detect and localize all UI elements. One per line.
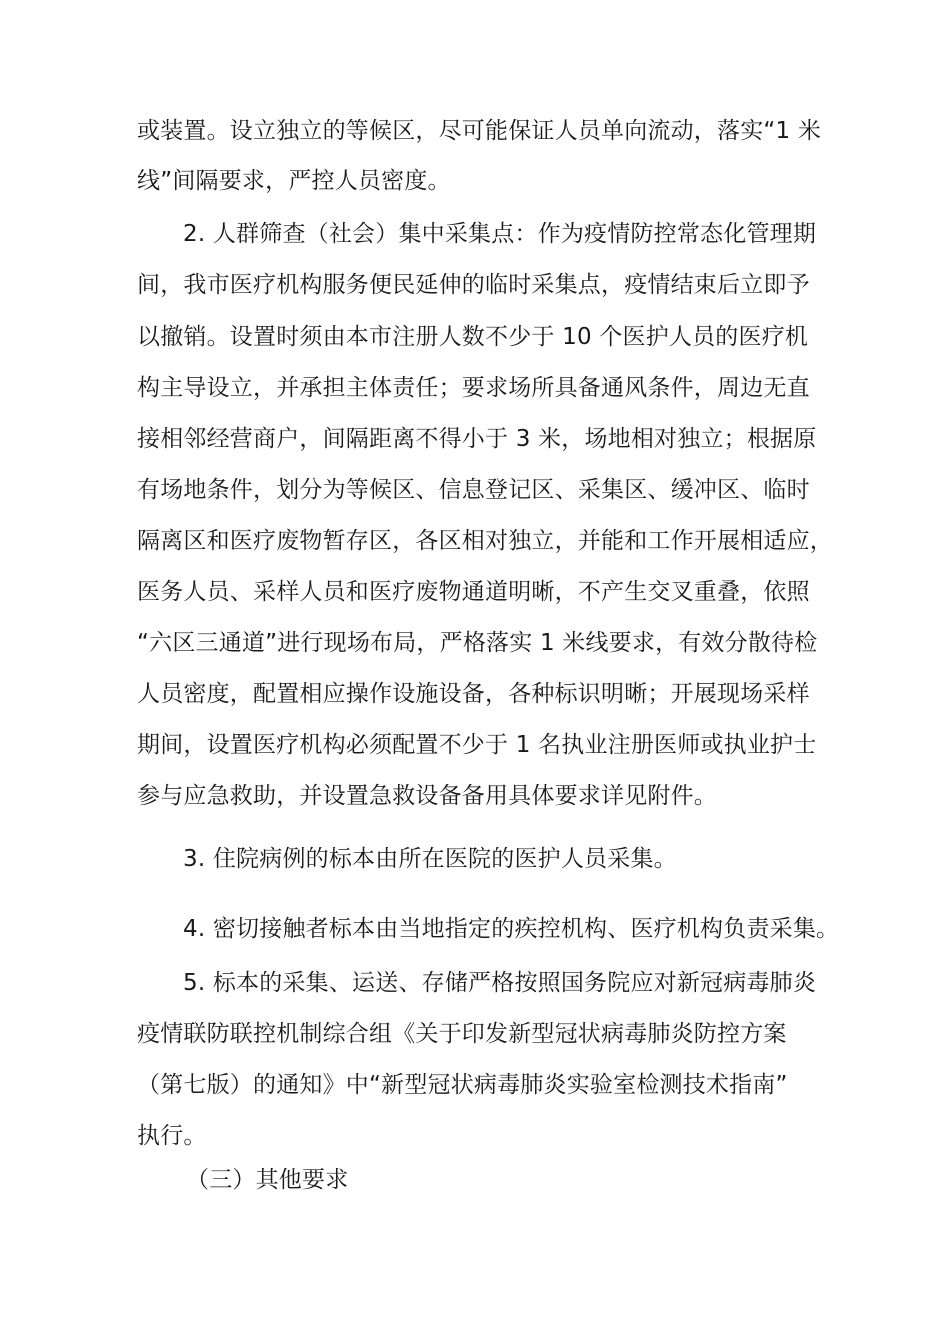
item-2-line-3: 以撤销。设置时须由本市注册人数不少于 10 个医护人员的医疗机 <box>137 324 809 350</box>
section-heading-other-requirements: （三）其他要求 <box>186 1167 349 1193</box>
item-2-line-10: 人员密度，配置相应操作设施设备，各种标识明晰；开展现场采样 <box>137 681 810 707</box>
item-2-line-2: 间，我市医疗机构服务便民延伸的临时采集点，疫情结束后立即予 <box>137 272 810 298</box>
item-2-line-6: 有场地条件，划分为等候区、信息登记区、采集区、缓冲区、临时 <box>137 477 810 503</box>
item-5-line-4: 执行。 <box>137 1123 207 1149</box>
item-2-line-11: 期间，设置医疗机构必须配置不少于 1 名执业注册医师或执业护士 <box>137 732 817 758</box>
item-4-line-1: 4. 密切接触者标本由当地指定的疾控机构、医疗机构负责采集。 <box>183 916 840 942</box>
item-5-line-1: 5. 标本的采集、运送、存储严格按照国务院应对新冠病毒肺炎 <box>183 970 817 996</box>
item-2-line-9: “六区三通道”进行现场布局，严格落实 1 米线要求，有效分散待检 <box>137 630 818 656</box>
item-2-line-8: 医务人员、采样人员和医疗废物通道明晰，不产生交叉重叠，依照 <box>137 579 810 605</box>
item-2-line-7: 隔离区和医疗废物暂存区，各区相对独立，并能和工作开展相适应， <box>137 528 833 554</box>
item-2-line-5: 接相邻经营商户，间隔距离不得小于 3 米，场地相对独立；根据原 <box>137 426 817 452</box>
item-5-line-3: （第七版）的通知》中“新型冠状病毒肺炎实验室检测技术指南” <box>137 1072 788 1098</box>
paragraph-1-line-1: 或装置。设立独立的等候区，尽可能保证人员单向流动，落实“1 米 <box>137 118 822 144</box>
item-2-line-1: 2. 人群筛查（社会）集中采集点：作为疫情防控常态化管理期 <box>183 221 817 247</box>
item-2-line-12: 参与应急救助，并设置急救设备备用具体要求详见附件。 <box>137 783 717 809</box>
item-5-line-2: 疫情联防联控机制综合组《关于印发新型冠状病毒肺炎防控方案 <box>137 1021 787 1047</box>
paragraph-1-line-2: 线”间隔要求，严控人员密度。 <box>137 168 451 194</box>
item-2-line-4: 构主导设立，并承担主体责任；要求场所具备通风条件，周边无直 <box>137 375 810 401</box>
item-3-line-1: 3. 住院病例的标本由所在医院的医护人员采集。 <box>183 846 677 872</box>
